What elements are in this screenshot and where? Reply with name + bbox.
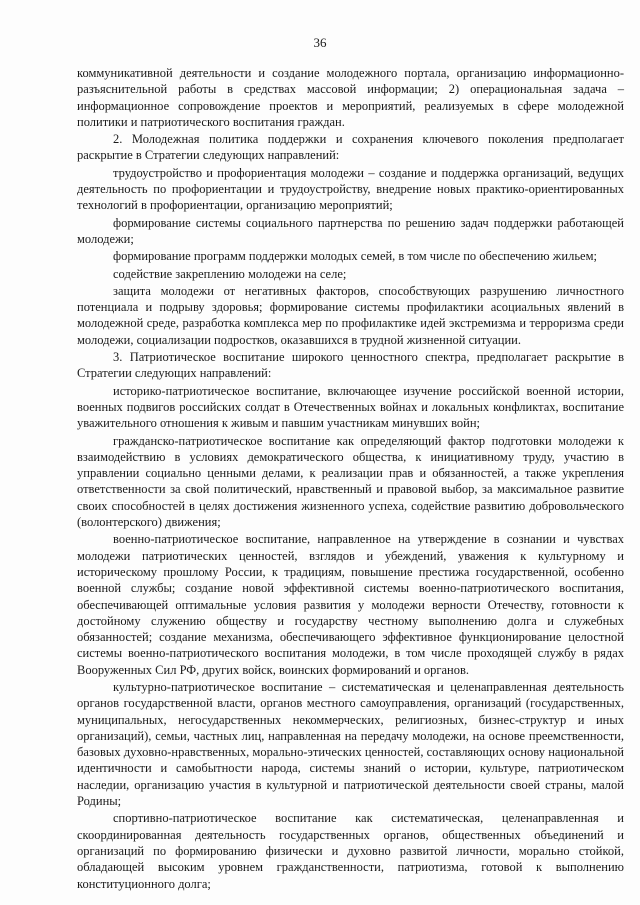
document-body <box>77 65 624 893</box>
paragraph: коммуникативной деятельности и создание молодежного портала, организацию информационно-разъяснительной работы в средствах массовой информации; 2) операциональная задача – информационное сопровождение проектов и мероприятий, реализуемых в сфере молодежной политики и патриотического воспитания граждан. <box>77 66 624 129</box>
paragraph: спортивно-патриотическое воспитание как систематическая, целенаправленная и скоординированная деятельность государственных органов, общественных объединений и организаций по формированию физически и духовно развитой личности, морально стойкой, обладающей высоким уровнем гражданственности, патриотизма, готовой к выполнению конституционного долга; <box>77 811 624 891</box>
paragraph: содействие закреплению молодежи на селе; <box>113 266 347 281</box>
page-number: 36 <box>313 35 327 50</box>
paragraph: 2. Молодежная политика поддержки и сохранения ключевого поколения предполагает раскрытие в Стратегии следующих направлений: <box>77 132 624 163</box>
paragraph: гражданско-патриотическое воспитание как определяющий фактор подготовки молодежи к взаимодействию в условиях демократического общества, к инициативному труду, участию в управлении социально ценными делами, к реализации прав и обязанностей, а также укрепления ответственности за свой политический, нравственный и правовой выбор, за максимальное развитие своих способностей в целях достижения жизненного успеха, содействие развитию добровольческого (волонтерского) движения; <box>77 433 624 530</box>
paragraph: военно-патриотическое воспитание, направленное на утверждение в сознании и чувствах молодежи патриотических ценностей, взглядов и убеждений, уважения к культурному и историческому прошлому России, к традициям, повышение престижа государственной, особенно военной службы; создание новой эффективной системы военно-патриотического воспитания, обеспечивающей оптимальные условия развития у молодежи верности Отечеству, готовности к достойному служению обществу и государству честному выполнению долга и служебных обязанностей; создание механизма, обеспечивающего эффективное функционирование целостной системы военно-патриотического воспитания молодежи, в том числе проходящей службу в рядах Вооруженных Сил РФ, других войск, воинских формирований и органов. <box>77 532 624 677</box>
paragraph: трудоустройство и профориентация молодежи – создание и поддержка организаций, ведущих деятельность по профориентации и трудоустройству, внедрение новых практико-ориентированных технологий в профориентации, организацию мероприятий; <box>77 165 624 213</box>
paragraph: культурно-патриотическое воспитание – систематическая и целенаправленная деятельность органов государственной власти, органов местного самоуправления, организаций (государственных, муниципальных, негосударственных некоммерческих, религиозных, бизнес-структур и иных организаций), семьи, частных лиц, направленная на передачу молодежи, на основе преемственности, базовых духовно-нравственных, морально-этических ценностей, составляющих основу национальной идентичности и самобытности народа, системы знаний о истории, культуре, патриотическом наследии, организацию участия в культурной и патриотической деятельности своей страны, малой Родины; <box>77 679 624 809</box>
paragraph: формирование программ поддержки молодых семей, в том числе по обеспечению жильем; <box>113 249 597 264</box>
paragraph: формирование системы социального партнерства по решению задач поддержки работающей молодежи; <box>77 215 624 246</box>
paragraph: защита молодежи от негативных факторов, способствующих разрушению личностного потенциала и подрыву здоровья; формирование системы профилактики асоциальных явлений в молодежной среде, разработка комплекса мер по профилактике идей экстремизма и терроризма среди молодежи, социализации подростков, оказавшихся в трудной жизненной ситуации. <box>77 283 624 347</box>
paragraph: 3. Патриотическое воспитание широкого ценностного спектра, предполагает раскрытие в Стратегии следующих направлений: <box>77 350 624 381</box>
paragraph: историко-патриотическое воспитание, включающее изучение российской военной истории, военных подвигов российских солдат в Отечественных войнах и локальных конфликтах, воспитание уважительного отношения к живым и павшим участникам минувших войн; <box>77 383 624 431</box>
